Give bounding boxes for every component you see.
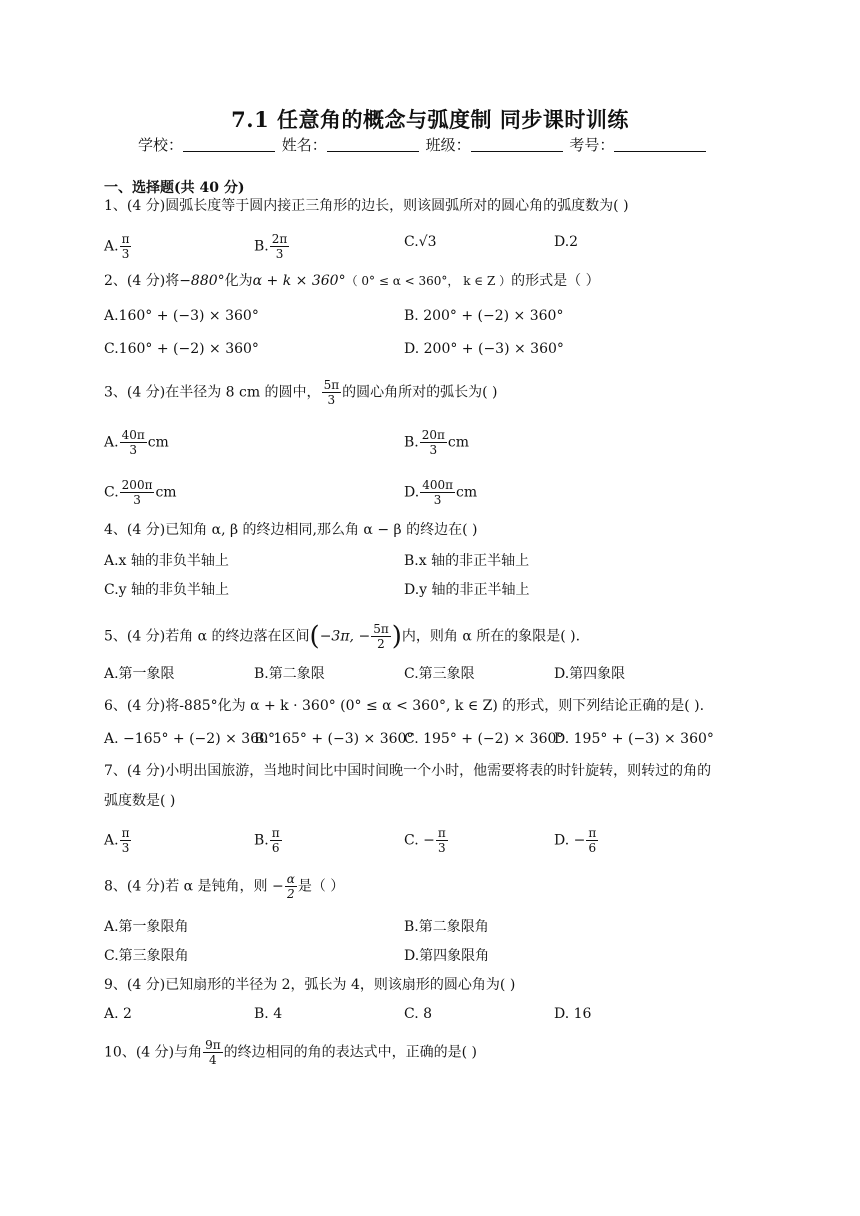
question-2-stem: 2、(4 分)将−880°化为α + k × 360°（ 0° ≤ α < 360°， k ∈ Z ）的形式是（ ） — [104, 273, 600, 289]
question-2-option-b: B. 200° + (−2) × 360° — [404, 308, 564, 324]
question-9-option-a: A. 2 — [104, 1006, 132, 1022]
question-4-option-c: C.y 轴的非负半轴上 — [104, 582, 230, 598]
question-3-stem: 3、(4 分)在半径为 8 cm 的圆中， $\frac{5\pi}{3}$ 的圆心角所对的弧长为( ) — [104, 378, 498, 407]
question-8-stem: 8、(4 分)若 α 是钝角，则 − $\frac{\alpha}{2}$ 是（ ） — [104, 872, 345, 901]
question-6-option-a: A. −165° + (−2) × 360° — [104, 731, 276, 747]
question-1-stem: 1、(4 分)圆弧长度等于圆内接正三角形的边长，则该圆弧所对的圆心角的弧度数为( ) — [104, 198, 629, 214]
question-5-option-a: A.第一象限 — [104, 666, 175, 682]
question-3-option-c: C. $\frac{200\pi}{3}$ cm — [104, 478, 177, 507]
question-6-option-b: B. 165° + (−3) × 360° — [254, 731, 414, 747]
question-5-option-d: D.第四象限 — [554, 666, 626, 682]
section-heading: 一、选择题(共 40 分) — [104, 180, 245, 196]
question-7-option-b: B. $\frac{\pi}{6}$ — [254, 826, 280, 855]
question-4-option-a: A.x 轴的非负半轴上 — [104, 553, 229, 569]
question-2-option-a: A.160° + (−3) × 360° — [104, 308, 259, 324]
question-1-option-d: D.2 — [554, 234, 579, 250]
question-9-option-c: C. 8 — [404, 1006, 433, 1022]
question-1-option-a: A. $\frac{\pi}{3}$ — [104, 232, 130, 261]
question-7-option-d: D. − $\frac{\pi}{6}$ — [554, 826, 597, 855]
question-8-option-b: B.第二象限角 — [404, 919, 489, 935]
question-9-option-d: D. 16 — [554, 1006, 592, 1022]
question-6-option-d: D. 195° + (−3) × 360° — [554, 731, 714, 747]
question-4-option-b: B.x 轴的非正半轴上 — [404, 553, 530, 569]
question-10-stem: 10、(4 分)与角 $\frac{9\pi}{4}$ 的终边相同的角的表达式中，正确的是( ) — [104, 1038, 478, 1067]
question-8-option-a: A.第一象限角 — [104, 919, 189, 935]
question-9-option-b: B. 4 — [254, 1006, 283, 1022]
question-1-option-b: B. $\frac{2\pi}{3}$ — [254, 232, 288, 261]
question-4-stem: 4、(4 分)已知角 α, β 的终边相同,那么角 α − β 的终边在( ) — [104, 522, 478, 538]
class-label: 班级： — [425, 136, 471, 154]
question-1-option-c: C.√3 — [404, 234, 437, 250]
question-7-option-a: A. $\frac{\pi}{3}$ — [104, 826, 130, 855]
question-2-option-d: D. 200° + (−3) × 360° — [404, 341, 564, 357]
question-2-option-c: C.160° + (−2) × 360° — [104, 341, 259, 357]
question-6-option-c: C. 195° + (−2) × 360° — [404, 731, 564, 747]
page-title: 7.1 任意角的概念与弧度制 同步课时训练 — [231, 107, 629, 132]
question-8-option-d: D.第四象限角 — [404, 948, 490, 964]
name-label: 姓名： — [281, 136, 327, 154]
school-blank[interactable] — [183, 137, 275, 152]
question-5-stem: 5、(4 分)若角 α 的终边落在区间(−3π, − $\frac{5\pi}{2}$ )内，则角 α 所在的象限是( ). — [104, 621, 581, 652]
question-3-option-b: B. $\frac{20\pi}{3}$ cm — [404, 428, 470, 457]
class-blank[interactable] — [471, 137, 563, 152]
question-8-option-c: C.第三象限角 — [104, 948, 189, 964]
question-6-stem: 6、(4 分)将-885°化为 α + k · 360° (0° ≤ α < 360°, k ∈ Z) 的形式，则下列结论正确的是( ). — [104, 698, 705, 714]
question-5-option-b: B.第二象限 — [254, 666, 325, 682]
question-7-option-c: C. − $\frac{\pi}{3}$ — [404, 826, 446, 855]
school-label: 学校： — [138, 136, 184, 154]
number-label: 考号： — [569, 136, 615, 154]
question-9-stem: 9、(4 分)已知扇形的半径为 2，弧长为 4，则该扇形的圆心角为( ) — [104, 977, 516, 993]
question-3-option-a: A. $\frac{40\pi}{3}$ cm — [104, 428, 169, 457]
name-blank[interactable] — [327, 137, 419, 152]
student-info-line — [138, 134, 708, 155]
question-3-option-d: D. $\frac{400\pi}{3}$ cm — [404, 478, 478, 507]
question-7-stem-line1: 7、(4 分)小明出国旅游，当地时间比中国时间晚一个小时，他需要将表的时针旋转，则转过的角的 — [104, 763, 712, 779]
question-7-stem-line2: 弧度数是( ) — [104, 793, 176, 809]
question-4-option-d: D.y 轴的非正半轴上 — [404, 582, 530, 598]
number-blank[interactable] — [614, 137, 706, 152]
question-5-option-c: C.第三象限 — [404, 666, 475, 682]
